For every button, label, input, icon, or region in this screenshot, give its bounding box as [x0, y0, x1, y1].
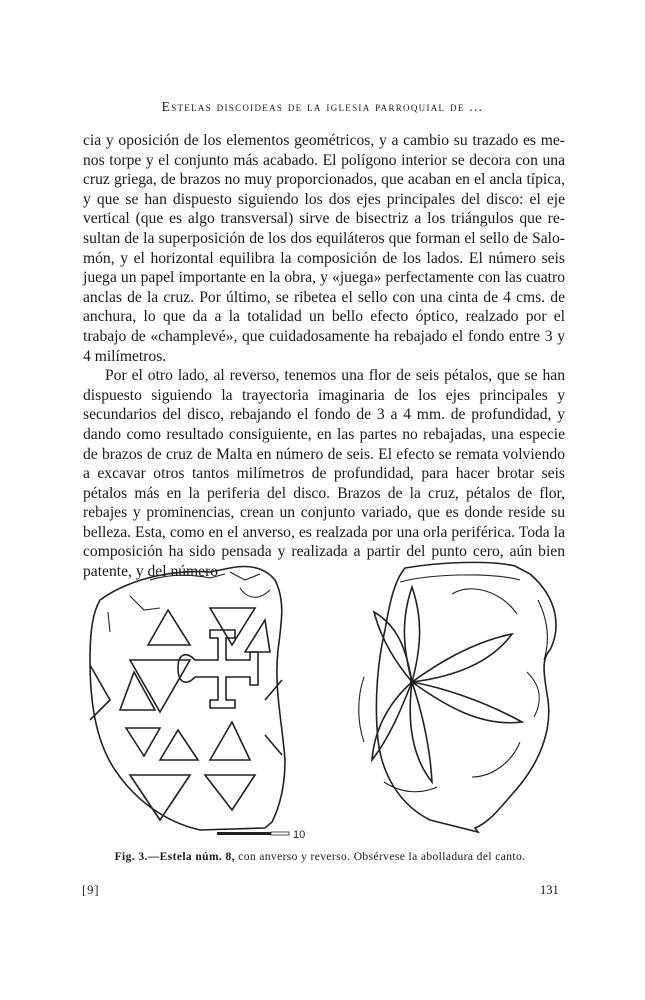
scale-bar: [217, 829, 305, 841]
stele-reverse-drawing: [359, 562, 556, 832]
stele-drawings: [60, 560, 590, 850]
running-head: Estelas discoideas de la iglesia parroquial de ...: [161, 99, 484, 114]
scale-label: 10: [293, 829, 306, 841]
caption-text: con anverso y reverso. Obsérvese la abolladura del canto.: [238, 851, 526, 863]
paragraph-2: Por el otro lado, al reverso, tenemos una flor de seis pétalos, que se han dispuesto siguiendo la trayectoria imaginaria de los ejes principales y secundarios del disco, rebajando el fondo de 3 a 4 mm. de profundidad, y dando como resultado consiguiente, en las partes no rebajadas, una especie de brazos de cruz de Malta en número de seis. El efecto se remata volviendo a excavar otros tantos milímetros de profundidad, para hacer brotar seis pétalos más en la periferia del disco. Brazos de la cruz, pétalos de flor, rebajes y prominencias, crean un conjunto variado, que es donde reside su belleza. Esta, como en el anverso, es realzada por una orla periférica. Toda la composición ha sido pensada y realizada a partir del punto cero, aún bien patente, y del número: [83, 367, 565, 581]
body-text: [83, 131, 565, 582]
page-number: 131: [540, 883, 559, 897]
caption-label: Fig. 3.—Estela núm. 8,: [114, 851, 235, 863]
section-number: [9]: [82, 883, 100, 897]
figure-caption: [60, 851, 580, 863]
paragraph-1: cia y oposición de los elementos geométricos, y a cambio su trazado es menos torpe y el conjunto más acabado. El polígono interior se decora con una cruz griega, de brazos no muy proporcionados, que acaban en el ancla típica, y que se han dispuesto siguiendo los dos ejes principales del disco: el eje vertical (que es algo transversal) sirve de bisectriz a los triángulos que resultan de la superposición de los dos equiláteros que forman el sello de Salomón, y el horizontal equilibra la composición de los lados. El número seis juega un papel importante en la obra, y «juega» perfectamente con las cuatro anclas de la cruz. Por último, se ribetea el sello con una cinta de 4 cms. de anchura, lo que da a la totalidad un bello efecto óptico, realzado por el trabajo de «champlevé», que cuidadosamente ha rebajado el fondo entre 3 y 4 milímetros.: [83, 132, 565, 365]
figure-stele-drawings: [60, 560, 590, 850]
stele-obverse-drawing: [90, 567, 285, 831]
